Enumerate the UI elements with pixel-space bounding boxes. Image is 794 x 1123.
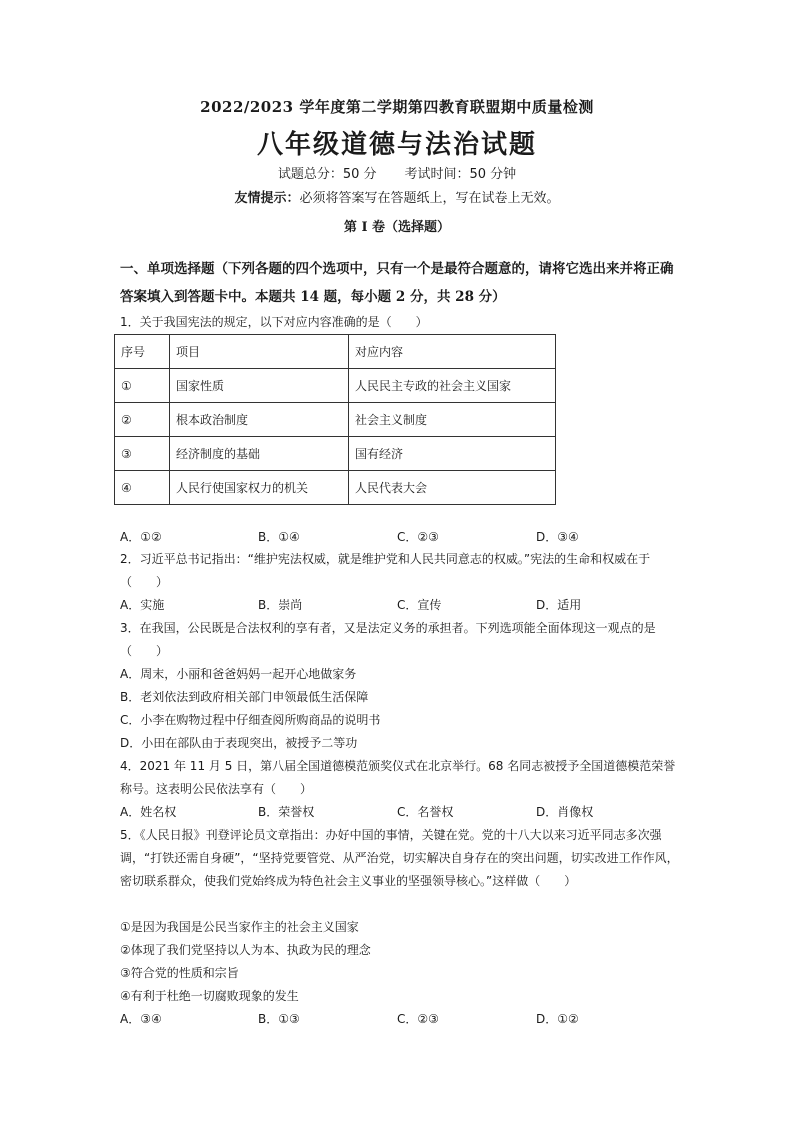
question-3-choice-a: A．周末，小丽和爸爸妈妈一起开心地做家务 <box>120 667 357 681</box>
total-score: 试题总分：50 分 <box>277 167 377 182</box>
volume-heading: 第 I 卷（选择题） <box>343 220 451 235</box>
table-row <box>115 403 556 437</box>
question-5-statement-4: ④有利于杜绝一切腐败现象的发生 <box>120 989 299 1003</box>
option-d: D．肖像权 <box>536 805 594 819</box>
option-b: B．崇尚 <box>258 598 303 612</box>
table-cell: ① <box>115 369 170 403</box>
table-cell: ④ <box>115 471 170 505</box>
question-4-stem: 4．2021 年 11 月 5 日，第八届全国道德模范颁奖仪式在北京举行。68 名同志被授予全国道德模范荣誉称号。这表明公民依法享有（ ） <box>120 759 676 796</box>
option-c: C．宣传 <box>397 598 442 612</box>
question-2-stem: 2．习近平总书记指出：“维护宪法权威，就是维护党和人民共同意志的权威。”宪法的生命和权威在于（ ） <box>120 552 651 589</box>
option-a: A．实施 <box>120 598 165 612</box>
option-a: A．①② <box>120 530 162 544</box>
table-cell: 国家性质 <box>170 369 349 403</box>
option-d: D．①② <box>536 1012 579 1026</box>
table-cell: 人民民主专政的社会主义国家 <box>349 369 556 403</box>
table-header-cell: 序号 <box>115 335 170 369</box>
table-cell: 社会主义制度 <box>349 403 556 437</box>
option-c: C．②③ <box>397 530 439 544</box>
tip-text: 必须将答案写在答题纸上，写在试卷上无效。 <box>299 191 560 206</box>
question-5-statement-1: ①是因为我国是公民当家作主的社会主义国家 <box>120 920 359 934</box>
table-row <box>115 369 556 403</box>
question-1-options <box>120 526 680 549</box>
exam-time: 考试时间：50 分钟 <box>404 167 517 182</box>
table-cell: 人民行使国家权力的机关 <box>170 471 349 505</box>
subject-title: 八年级道德与法治试题 <box>256 130 537 160</box>
question-2-options <box>120 594 680 617</box>
question-3-choice-c: C．小李在购物过程中仔细查阅所购商品的说明书 <box>120 713 381 727</box>
option-b: B．荣誉权 <box>258 805 315 819</box>
table-cell: ② <box>115 403 170 437</box>
question-3-choice-d: D．小田在部队由于表现突出，被授予二等功 <box>120 736 358 750</box>
question-5-stem: 5．《人民日报》刊登评论员文章指出：办好中国的事情，关键在党。党的十八大以来习近平同志多次强调，“打铁还需自身硬”，“坚持党要管党、从严治党，切实解决自身存在的突出问题，切实改进工作作风，密切联系群众，使我们党始终成为特色社会主义事业的坚强领导核心。”这样做（ ） <box>120 828 679 888</box>
option-b: B．①④ <box>258 530 300 544</box>
table-cell: 根本政治制度 <box>170 403 349 437</box>
question-1-stem: 1．关于我国宪法的规定，以下对应内容准确的是（ ） <box>120 315 428 329</box>
table-cell: 人民代表大会 <box>349 471 556 505</box>
exam-meta <box>0 163 794 182</box>
option-a: A．姓名权 <box>120 805 177 819</box>
table-cell: 经济制度的基础 <box>170 437 349 471</box>
option-d: D．适用 <box>536 598 582 612</box>
option-a: A．③④ <box>120 1012 162 1026</box>
question-3-choice-b: B．老刘依法到政府相关部门申领最低生活保障 <box>120 690 369 704</box>
friendly-tip <box>0 187 794 206</box>
section-heading: 一、单项选择题（下列各题的四个选项中，只有一个是最符合题意的，请将它选出来并将正确答案填入到答题卡中。本题共 14 题，每小题 2 分，共 28 分） <box>120 261 674 305</box>
table-cell: 国有经济 <box>349 437 556 471</box>
table-cell: ③ <box>115 437 170 471</box>
table-header-cell: 对应内容 <box>349 335 556 369</box>
question-3-stem: 3．在我国，公民既是合法权利的享有者，又是法定义务的承担者。下列选项能全面体现这一观点的是（ ） <box>120 621 656 658</box>
question-5-statement-3: ③符合党的性质和宗旨 <box>120 966 239 980</box>
option-d: D．③④ <box>536 530 579 544</box>
exam-title: 2022/2023 学年度第二学期第四教育联盟期中质量检测 <box>200 98 594 116</box>
table-header-cell: 项目 <box>170 335 349 369</box>
table-row <box>115 437 556 471</box>
question-5-options <box>120 1008 680 1031</box>
table-header-row <box>115 335 556 369</box>
option-b: B．①③ <box>258 1012 300 1026</box>
option-c: C．名誉权 <box>397 805 454 819</box>
question-5-statement-2: ②体现了我们党坚持以人为本、执政为民的理念 <box>120 943 371 957</box>
table-row <box>115 471 556 505</box>
question-4-options <box>120 801 680 824</box>
tip-label: 友情提示： <box>234 191 300 206</box>
constitution-table <box>114 334 556 505</box>
option-c: C．②③ <box>397 1012 439 1026</box>
